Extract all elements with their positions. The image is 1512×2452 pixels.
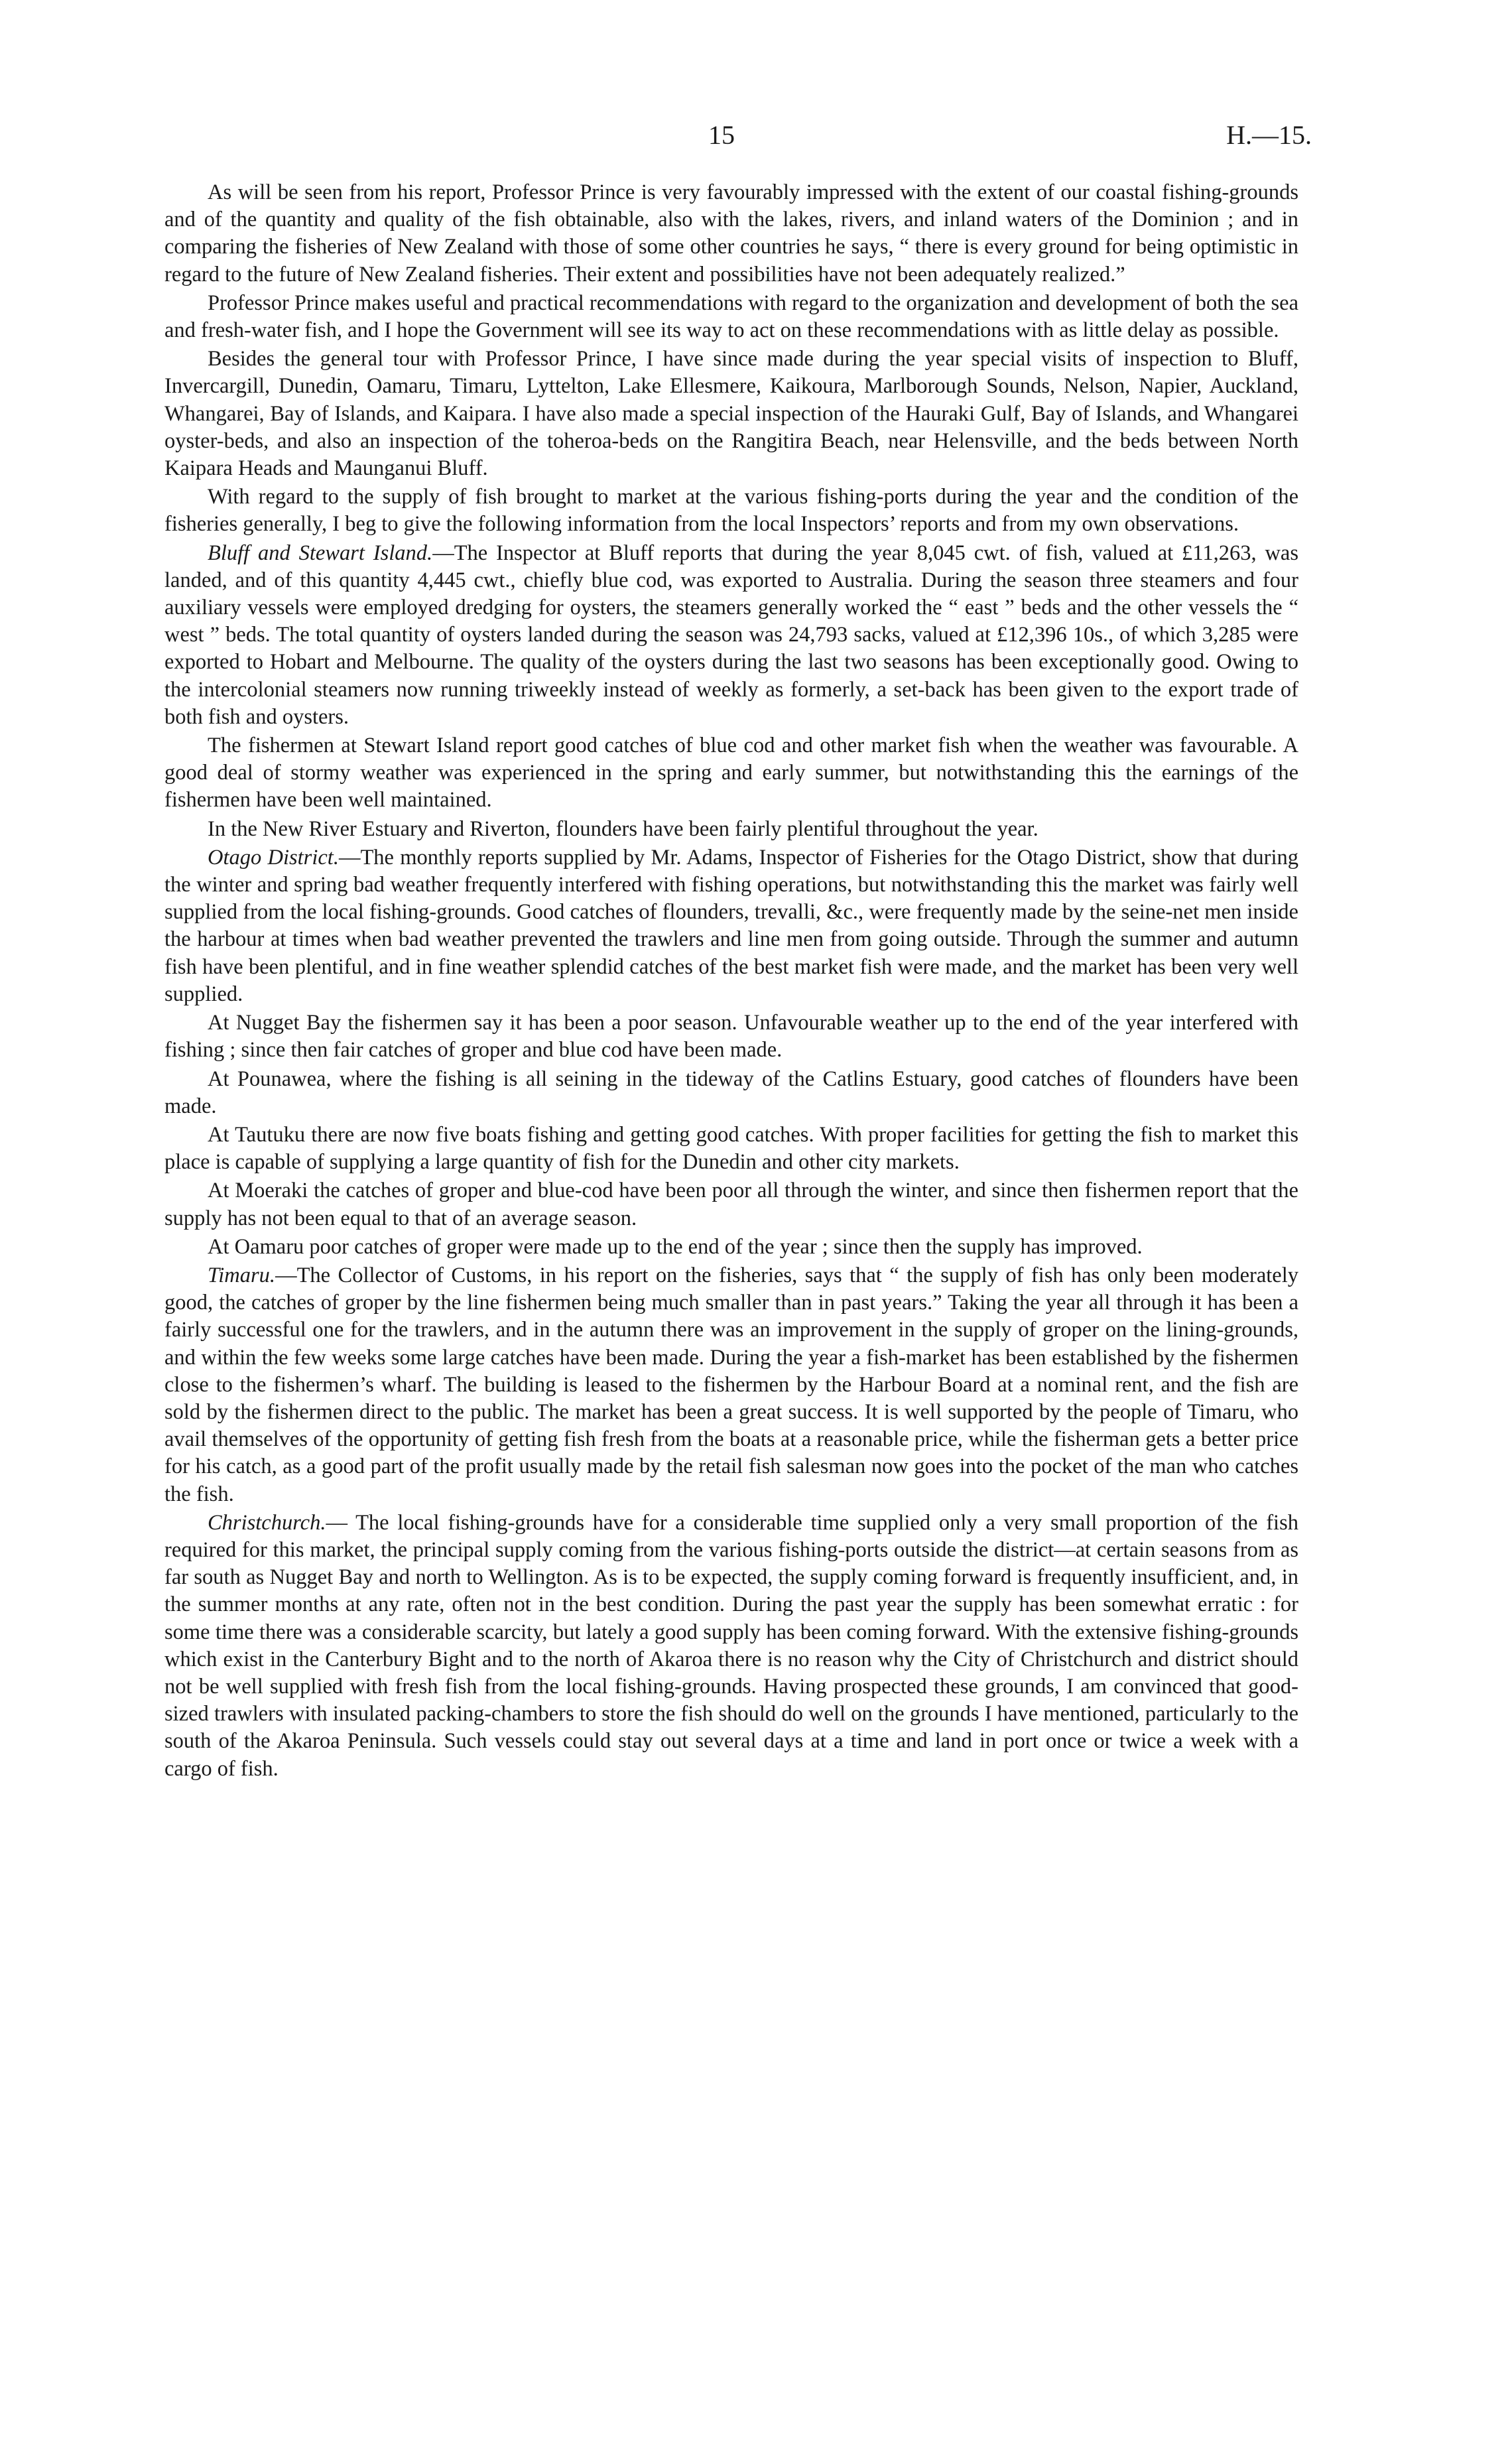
paragraph xyxy=(164,290,1298,344)
paragraph xyxy=(164,540,1298,731)
paragraph xyxy=(164,1234,1298,1261)
paragraph-heading: Christchurch. xyxy=(208,1510,326,1535)
paragraph xyxy=(164,1177,1298,1232)
body-text xyxy=(164,179,1298,1783)
paragraph-text: With regard to the supply of fish brought to market at the various fishing-ports during the year and the condition of the fisheries generally, I beg to give the following information from the local Inspectors’ reports and from my own observations. xyxy=(164,485,1298,537)
paragraph xyxy=(164,346,1298,482)
page-header xyxy=(164,119,1312,166)
paragraph-text: As will be seen from his report, Professor Prince is very favourably impressed with the extent of our coastal fishing-grounds and of the quantity and quality of the fish obtainable, also with the lakes, rivers, and inland waters of the Dominion ; and in comparing the fisheries of New Zealand with those of some other countries he says, “ there is every ground for being optimistic in regard to the future of New Zealand fisheries. Their extent and possibilities have not been adequately realized.” xyxy=(164,180,1298,287)
paragraph-text: At Nugget Bay the fishermen say it has been a poor season. Unfavourable weather up to the end of the year interfered with fishing ; since then fair catches of groper and blue cod have been made. xyxy=(164,1011,1298,1063)
paragraph-text: At Moeraki the catches of groper and blue-cod have been poor all through the winter, and since then fishermen report that the supply has not been equal to that of an average season. xyxy=(164,1179,1298,1230)
paragraph-heading: Bluff and Stewart Island. xyxy=(208,541,433,565)
paragraph xyxy=(164,1122,1298,1176)
page-number: 15 xyxy=(708,120,735,150)
paragraph-text: —The Collector of Customs, in his report on the fisheries, says that “ the supply of fish has only been moderately good, the catches of groper by the line fishermen being much smaller than in past years.” Taking the year all through it has been a fairly successful one for the trawlers, and in the autumn there was an improvement in the supply of groper on the lining-grounds, and within the few weeks some large catches have been made. During the year a fish-market has been established by the fishermen close to the fishermen’s wharf. The building is leased to the fishermen by the Harbour Board at a nominal rent, and the fish are sold by the fishermen direct to the public. The market has been a great success. It is well supported by the people of Timaru, who avail themselves of the opportunity of getting fish fresh from the boats at a reasonable price, while the fisherman gets a better price for his catch, as a good part of the profit usually made by the retail fish salesman now goes into the pocket of the man who catches the fish. xyxy=(164,1263,1298,1506)
paragraph-text: —The monthly reports supplied by Mr. Adams, Inspector of Fisheries for the Otago District, show that during the winter and spring bad weather frequently interfered with fishing operations, but notwithstanding this the market was fairly well supplied from the local fishing-grounds. Good catches of flounders, trevalli, &c., were frequently made by the seine-net men inside the harbour at times when bad weather prevented the trawlers and line men from going outside. Through the summer and autumn fish have been plentiful, and in fine weather splendid catches of the best market fish were made, and the market has been very well supplied. xyxy=(164,845,1299,1006)
paragraph-text: The fishermen at Stewart Island report good catches of blue cod and other market fish when the weather was favourable. A good deal of stormy weather was experienced in the spring and early summer, but notwithstanding this the earnings of the fishermen have been well maintained. xyxy=(164,734,1298,812)
paragraph xyxy=(164,844,1298,1008)
paragraph-text: —The Inspector at Bluff reports that during the year 8,045 cwt. of fish, valued at £11,263, was landed, and of this quantity 4,445 cwt., chiefly blue cod, was exported to Australia. During the season three steamers and four auxiliary vessels were employed dredging for oysters, the steamers generally worked the “ east ” beds and the other vessels the “ west ” beds. The total quantity of oysters landed during the season was 24,793 sacks, valued at £12,396 10s., of which 3,285 were exported to Hobart and Melbourne. The quality of the oysters during the last two seasons has been exceptionally good. Owing to the intercolonial steamers now running triweekly instead of weekly as formerly, a set-back has been given to the export trade of both fish and oysters. xyxy=(164,541,1298,729)
paragraph xyxy=(164,1510,1298,1783)
paragraph xyxy=(164,1009,1298,1064)
paragraph-text: At Pounawea, where the fishing is all seining in the tideway of the Catlins Estuary, good catches of flounders have been made. xyxy=(164,1066,1298,1118)
paragraph xyxy=(164,732,1298,814)
paragraph-text: At Oamaru poor catches of groper were made up to the end of the year ; since then the supply has improved. xyxy=(208,1234,1143,1259)
paragraph-heading: Timaru. xyxy=(208,1263,276,1287)
document-reference: H.—15. xyxy=(1226,120,1312,150)
paragraph xyxy=(164,1066,1298,1120)
paragraph xyxy=(164,816,1298,843)
paragraph-heading: Otago District. xyxy=(208,845,339,870)
paragraph-text: — The local fishing-grounds have for a considerable time supplied only a very small proportion of the fish required for this market, the principal supply coming from the various fishing-ports outside the district—at certain seasons from as far south as Nugget Bay and north to Wellington. As is to be expected, the supply coming forward is frequently insufficient, and, in the summer months at any rate, often not in the best condition. During the past year the supply has been somewhat erratic : for some time there was a considerable scarcity, but lately a good supply has been coming forward. With the extensive fishing-grounds which exist in the Canterbury Bight and to the north of Akaroa there is no reason why the City of Christchurch and district should not be well supplied with fresh fish from the local fishing-grounds. Having prospected these grounds, I am convinced that good-sized trawlers with insulated packing-chambers to store the fish should do well on the grounds I have mentioned, particularly to the south of the Akaroa Peninsula. Such vessels could stay out several days at a time and land in port once or twice a week with a cargo of fish. xyxy=(164,1510,1298,1781)
paragraph-text: Besides the general tour with Professor Prince, I have since made during the year special visits of inspection to Bluff, Invercargill, Dunedin, Oamaru, Timaru, Lyttelton, Lake Ellesmere, Kaikoura, Marlborough Sounds, Nelson, Napier, Auckland, Whangarei, Bay of Islands, and Kaipara. I have also made a special inspection of the Hauraki Gulf, Bay of Islands, and Whangarei oyster-beds, and also an inspection of the toheroa-beds on the Rangitira Beach, near Helensville, and the beds between North Kaipara Heads and Maunganui Bluff. xyxy=(164,347,1298,481)
paragraph-text: Professor Prince makes useful and practical recommendations with regard to the organization and development of both the sea and fresh-water fish, and I hope the Government will see its way to act on these recommendations with as little delay as possible. xyxy=(164,290,1298,343)
paragraph xyxy=(164,179,1298,289)
paragraph-text: At Tautuku there are now five boats fishing and getting good catches. With proper facilities for getting the fish to market this place is capable of supplying a large quantity of fish for the Dunedin and other city markets. xyxy=(164,1122,1298,1175)
paragraph xyxy=(164,1262,1298,1508)
document-page xyxy=(164,119,1312,1783)
paragraph-text: In the New River Estuary and Riverton, flounders have been fairly plentiful throughout the year. xyxy=(208,816,1039,841)
paragraph xyxy=(164,484,1298,538)
